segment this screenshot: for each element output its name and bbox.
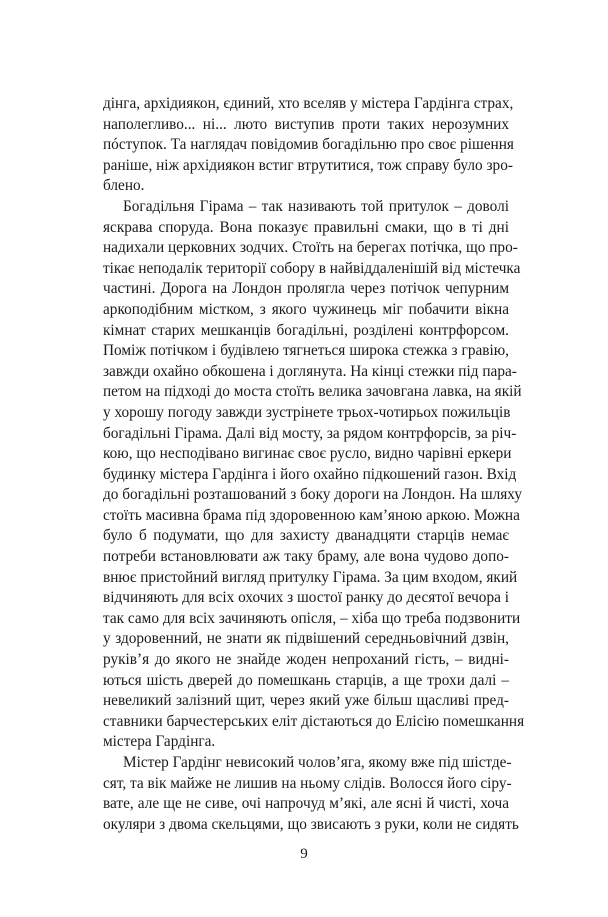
text-line: ставники барчестерських еліт дістаються до Елісію помешкання bbox=[103, 712, 525, 730]
text-line: стоїть масивна брама під здоровенною кам’яною аркою. Можна bbox=[103, 506, 520, 524]
text-line: у здоровенний, не знати як підвішений середньовічний дзвін, bbox=[103, 630, 509, 648]
text-line: містера Гардінга. bbox=[103, 733, 216, 751]
text-line: тікає неподалік території собору в найвіддаленішій від містечка bbox=[103, 259, 521, 277]
text-line: було б подумати, що для захисту дванадцяти старців немає bbox=[103, 527, 509, 545]
text-line: сят, та вік майже не лишив на ньому слідів. Волосся його сіру- bbox=[103, 774, 512, 792]
page-number: 9 bbox=[300, 846, 308, 862]
text-line: частині. Дорога на Лондон пролягла через потічок чепурним bbox=[103, 280, 509, 298]
text-line: вате, але ще не сиве, очі напрочуд м’які, але ясні й чисті, хоча bbox=[103, 795, 509, 813]
text-line: кімнат старих мешканців богадільні, розділені контрфорсом. bbox=[103, 321, 509, 339]
text-line: внює пристойний вигляд притулку Гірама. За цим входом, який bbox=[103, 568, 518, 586]
text-line: надихали церковних зодчих. Стоїть на берегах потічка, що про- bbox=[103, 239, 518, 257]
text-line: потреби встановлювати аж таку браму, але вона чудово допо- bbox=[103, 548, 509, 566]
text-line: Поміж потічком і будівлею тягнеться широка стежка з гравію, bbox=[103, 342, 509, 360]
text-line: наполегливо... ні... люто виступив проти таких нерозумних bbox=[103, 115, 509, 133]
text-line: аркоподібним містком, з якого чужинець міг побачити вікна bbox=[103, 300, 509, 318]
text-line: петом на підході до моста стоїть велика зачовгана лавка, на якій bbox=[103, 383, 522, 401]
text-line: у хорошу погоду завжди зустрінете трьох-чотирьох пожильців bbox=[103, 403, 511, 421]
text-line: яскрава споруда. Вона показує правильні смаки, що в ті дні bbox=[103, 218, 509, 236]
text-line: раніше, ніж архідиякон встиг втрутитися, тож справу було зро- bbox=[103, 156, 513, 174]
text-line: так само для всіх зачиняють опісля, – хіба що треба подзвонити bbox=[103, 609, 521, 627]
text-line: до богадільні розташований з боку дороги на Лондон. На шляху bbox=[103, 486, 522, 504]
text-line: дінга, архідиякон, єдиний, хто вселяв у містера Гардінга страх, bbox=[103, 95, 514, 112]
text-line: будинку містера Гардінга і його охайно підкошений газон. Вхід bbox=[103, 465, 517, 483]
text-line: пóступок. Та наглядач повідомив богадільню про своє рішення bbox=[103, 136, 514, 154]
text-line: окуляри з двома скельцями, що звисають з руки, коли не сидять bbox=[103, 815, 519, 833]
text-line: ються шість дверей до помешкань старців, а ще трохи далі – bbox=[103, 671, 509, 689]
text-line: невеликий залізний щит, через який уже більш щасливі пред- bbox=[103, 692, 509, 710]
text-line: Містер Гардінг невисокий чолов’яга, якому вже під шістде- bbox=[123, 754, 512, 771]
page-text bbox=[103, 94, 525, 835]
text-line: руків’я до якого не знайде жоден непроханий гість, – видні- bbox=[103, 651, 509, 669]
text-line: богадільні Гірама. Далі від мосту, за рядом контрфорсів, за річ- bbox=[103, 424, 517, 442]
text-line: відчиняють для всіх охочих з шостої ранку до десятої вечора і bbox=[103, 589, 509, 607]
text-line: блено. bbox=[103, 177, 145, 195]
text-line: завжди охайно обкошена і доглянута. На кінці стежки під пара- bbox=[103, 362, 517, 380]
text-line: кою, що несподівано вигинає своє русло, видно чарівні еркери bbox=[103, 445, 512, 463]
text-line: Богадільня Гірама – так називають той притулок – доволі bbox=[123, 197, 509, 215]
